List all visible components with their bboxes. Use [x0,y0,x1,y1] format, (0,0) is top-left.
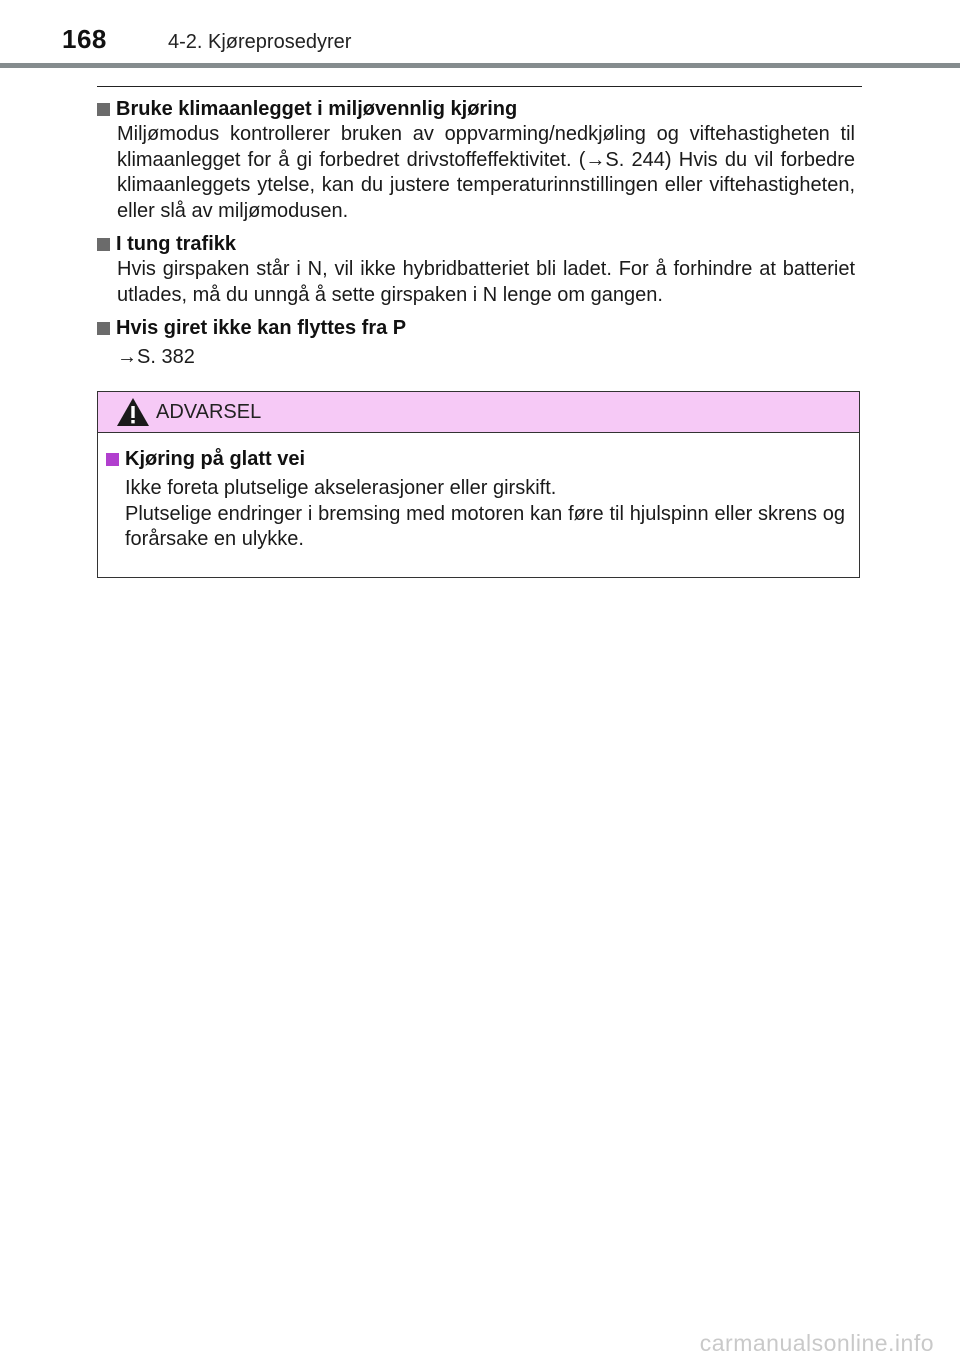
section-heading [97,315,855,341]
warning-heading [106,446,845,472]
section-paragraph: Hvis girspaken står i N, vil ikke hybridbatteriet bli ladet. For å forhindre at batteriet utlades, må du unngå å sette girspaken i N lenge om gangen. [117,258,855,306]
page-header [0,0,960,70]
page-reference-link[interactable]: →S. 382 [117,346,195,368]
section-heading-text: Bruke klimaanlegget i miljøvennlig kjøring [116,97,518,120]
section-title: 4-2. Kjøreprosedyrer [168,31,352,53]
section-heading [97,96,855,122]
section-block [97,315,855,370]
warning-heading-text: Kjøring på glatt vei [125,447,306,470]
section-heading [97,231,855,257]
warning-triangle-icon [116,397,150,427]
main-content [97,96,855,377]
square-bullet-icon [106,453,119,466]
top-rule [97,86,862,87]
section-heading-text: I tung trafikk [116,232,237,255]
warning-header [98,392,859,433]
warning-body [98,433,859,553]
watermark-text: carmanualsonline.info [699,1330,934,1356]
square-bullet-icon [97,322,110,335]
warning-box [97,391,860,578]
warning-line: Plutselige endringer i bremsing med motoren kan føre til hjulspinn eller skrens og forårsake en ulykke. [125,502,845,550]
section-block [97,96,855,224]
section-block [97,231,855,308]
square-bullet-icon [97,238,110,251]
header-divider-bar [0,63,960,68]
section-heading-text: Hvis giret ikke kan flyttes fra P [116,316,407,339]
warning-line: Ikke foreta plutselige akselerasjoner eller girskift. [125,477,557,499]
section-paragraph: Miljømodus kontrollerer bruken av oppvarming/nedkjøling og viftehastigheten til klimaanlegget for å gi forbedret drivstoffeffektivitet. (→S. 244) Hvis du vil forbedre klimaanleggets ytelse, kan du justere temperaturinnstillingen eller viftehastigheten, eller slå av miljømodusen. [117,123,855,222]
warning-paragraph [125,476,845,553]
page-number: 168 [62,24,107,54]
warning-label: ADVARSEL [156,400,262,423]
square-bullet-icon [97,103,110,116]
